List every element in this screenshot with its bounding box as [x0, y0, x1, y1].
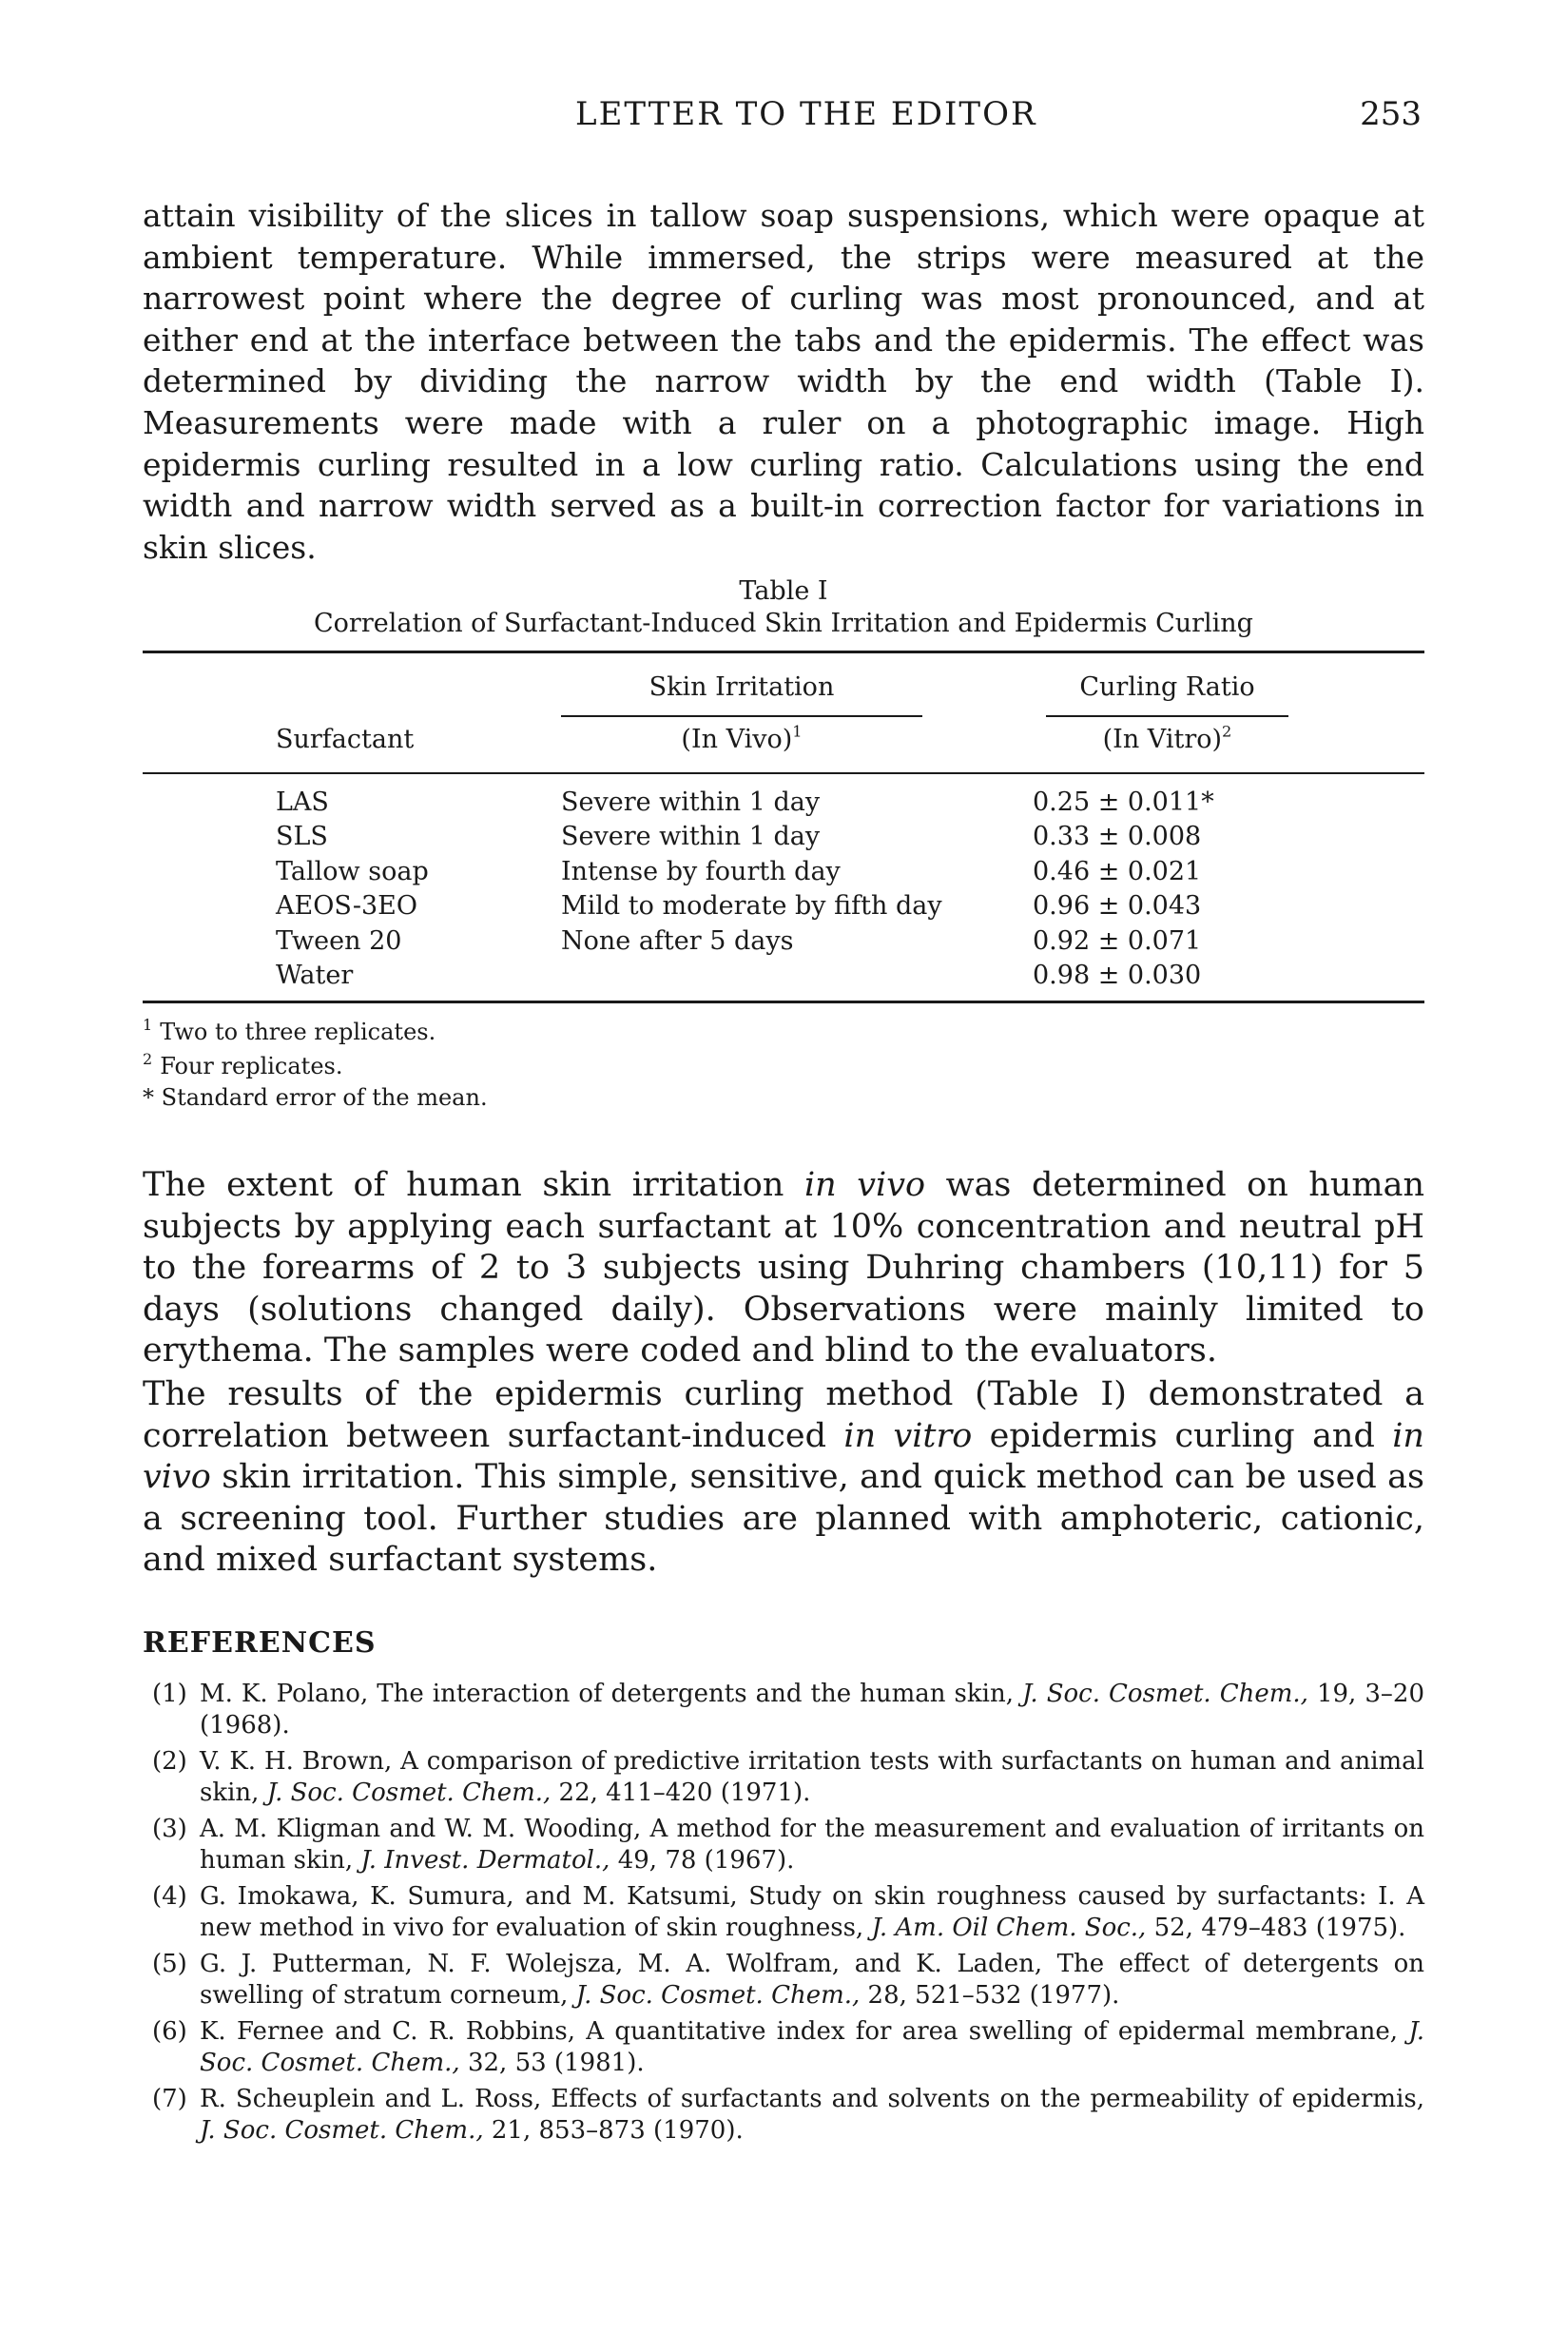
cell-surfactant: Tween 20: [276, 925, 402, 956]
table-row: [0, 891, 1568, 925]
reference-item: [143, 2084, 1424, 2147]
cell-irritation: None after 5 days: [561, 925, 794, 956]
reference-number: (4): [152, 1882, 187, 1911]
table-row: [0, 857, 1568, 891]
reference-item: [143, 1881, 1424, 1944]
body-paragraph-1: attain visibility of the slices in tallow soap suspensions, which were opaque at ambient temperature. While immersed, the strips were measured at the narrowest point where the degree of curling was most pronounced, and at either end at the interface between the tabs and the epidermis. The effect was determined by dividing the narrow width by the end width (Table I). Measurements were made with a ruler on a photographic image. High epidermis curling resulted in a low curling ratio. Calculations using the end width and narrow width served as a built-in correction factor for variations in skin slices.: [143, 197, 1424, 566]
running-head: [143, 95, 1422, 143]
header-subrule-irritation: [561, 715, 922, 717]
page-number: 253: [1360, 95, 1422, 133]
footnote-mark: 1: [143, 1016, 153, 1034]
reference-number: (6): [152, 2017, 187, 2046]
header-subrule-curling: [1046, 715, 1288, 717]
reference-item: [143, 1679, 1424, 1741]
footnote-text: Two to three replicates.: [160, 1019, 436, 1045]
cell-curling-ratio: 0.25 ± 0.011*: [1033, 787, 1214, 817]
table-footnote: [143, 1016, 436, 1045]
para-3-text: skin irritation. This simple, sensitive, and quick method can be used as a screening tool. Further studies are planned with amphoteric, cationic, and mixed surfactant systems.: [143, 1458, 1424, 1580]
reference-item: [143, 1746, 1424, 1809]
reference-text: 32, 53 (1981).: [459, 2049, 645, 2077]
cell-surfactant: AEOS-3EO: [276, 891, 417, 922]
table-row: [0, 822, 1568, 856]
para-2-italic: in vivo: [803, 1166, 926, 1204]
header-skin-irritation: Skin Irritation: [648, 672, 835, 702]
cell-surfactant: SLS: [276, 822, 328, 852]
header-in-vivo-text: (In Vivo): [681, 725, 793, 754]
reference-text: A. M. Kligman and W. M. Wooding, A method for the measurement and evaluation of irritants on human skin,: [200, 1815, 1424, 1875]
reference-text: V. K. H. Brown, A comparison of predictive irritation tests with surfactants on human and animal skin,: [200, 1747, 1424, 1807]
header-in-vitro-text: (In Vitro): [1102, 725, 1223, 754]
reference-journal: J. Soc. Cosmet. Chem.,: [575, 1981, 861, 2010]
reference-text: R. Scheuplein and L. Ross, Effects of surfactants and solvents on the permeability of epidermis,: [200, 2085, 1424, 2113]
reference-text: 19, 3–20 (1968).: [200, 1680, 1424, 1740]
cell-curling-ratio: 0.98 ± 0.030: [1033, 960, 1202, 990]
table-row: [0, 787, 1568, 822]
reference-text: 21, 853–873 (1970).: [483, 2116, 744, 2145]
para-3-italic: in vitro: [843, 1416, 973, 1455]
reference-text: 28, 521–532 (1977).: [860, 1981, 1120, 2010]
table-label: Table I: [739, 576, 828, 606]
para-3-text: The results of the epidermis curling method (Table I) demonstrated a correlation between surfactant-induced: [143, 1375, 1424, 1455]
reference-text: 22, 411–420 (1971).: [551, 1779, 811, 1807]
cell-curling-ratio: 0.46 ± 0.021: [1033, 856, 1202, 886]
cell-curling-ratio: 0.96 ± 0.043: [1033, 891, 1202, 922]
footnote-text: Four replicates.: [160, 1053, 343, 1079]
reference-item: [143, 2016, 1424, 2079]
references-heading: REFERENCES: [143, 1626, 377, 1660]
para-2-text: The extent of human skin irritation: [143, 1166, 804, 1204]
reference-number: (1): [152, 1680, 187, 1708]
cell-irritation: Mild to moderate by fifth day: [561, 891, 942, 922]
references-list: [143, 1679, 1424, 2151]
reference-journal: J. Invest. Dermatol.,: [360, 1846, 610, 1875]
reference-number: (7): [152, 2085, 187, 2113]
reference-text: G. Imokawa, K. Sumura, and M. Katsumi, Study on skin roughness caused by surfactants: I. A new method in vivo for evaluation of skin roughness,: [200, 1882, 1424, 1942]
cell-irritation: Severe within 1 day: [561, 787, 821, 817]
table-header-rule: [143, 772, 1424, 774]
header-surfactant: Surfactant: [276, 725, 415, 754]
body-paragraph-3: [143, 1374, 1424, 1582]
table-footnote: [143, 1050, 342, 1079]
table-row: [0, 961, 1568, 995]
header-in-vivo: [561, 722, 922, 754]
reference-text: G. J. Putterman, N. F. Wolejsza, M. A. Wolfram, and K. Laden, The effect of detergents on swelling of stratum corneum,: [200, 1950, 1424, 2010]
header-curling-ratio: Curling Ratio: [1079, 672, 1255, 702]
para-3-text: epidermis curling and: [972, 1416, 1393, 1455]
reference-text: 49, 78 (1967).: [610, 1846, 795, 1875]
footnote-text: Standard error of the mean.: [161, 1084, 488, 1111]
footnote-mark: *: [143, 1084, 154, 1111]
running-title: LETTER TO THE EDITOR: [575, 95, 1037, 133]
para-2-text: was determined on human subjects by applying each surfactant at 10% concentration and neutral pH to the forearms of 2 to 3 subjects using Duhring chambers (10,11) for 5 days (solutions changed daily). Observations were mainly limited to erythema. The samples were coded and blind to the evaluators.: [143, 1166, 1424, 1370]
reference-journal: J. Soc. Cosmet. Chem.,: [1022, 1680, 1308, 1708]
header-in-vivo-note: 1: [792, 722, 803, 741]
cell-curling-ratio: 0.33 ± 0.008: [1033, 822, 1202, 852]
footnote-mark: 2: [143, 1050, 153, 1068]
reference-number: (2): [152, 1747, 187, 1776]
reference-journal: J. Soc. Cosmet. Chem.,: [266, 1779, 552, 1807]
table-top-rule: [143, 651, 1424, 653]
table-row: [0, 926, 1568, 961]
reference-text: 52, 479–483 (1975).: [1146, 1914, 1406, 1942]
reference-number: (3): [152, 1815, 187, 1843]
reference-journal: J. Soc. Cosmet. Chem.,: [200, 2116, 484, 2145]
header-in-vitro: [1046, 722, 1288, 754]
cell-surfactant: Tallow soap: [276, 856, 429, 886]
table-body: [0, 787, 1568, 995]
para-3-italic: in vivo: [143, 1416, 1424, 1497]
cell-irritation: Intense by fourth day: [561, 856, 841, 886]
reference-text: M. K. Polano, The interaction of detergents and the human skin,: [200, 1680, 1022, 1708]
cell-surfactant: LAS: [276, 787, 329, 817]
body-paragraph-2: [143, 1165, 1424, 1372]
reference-item: [143, 1949, 1424, 2012]
reference-journal: J. Am. Oil Chem. Soc.,: [871, 1914, 1147, 1942]
reference-text: K. Fernee and C. R. Robbins, A quantitative index for area swelling of epidermal membrane,: [200, 2017, 1409, 2046]
cell-irritation: Severe within 1 day: [561, 822, 821, 852]
table-title: Correlation of Surfactant-Induced Skin Irritation and Epidermis Curling: [314, 609, 1253, 638]
table-bottom-rule: [143, 1001, 1424, 1003]
reference-item: [143, 1814, 1424, 1876]
cell-curling-ratio: 0.92 ± 0.071: [1033, 925, 1202, 956]
reference-number: (5): [152, 1950, 187, 1978]
reference-journal: J. Soc. Cosmet. Chem.,: [200, 2017, 1424, 2077]
header-in-vitro-note: 2: [1222, 722, 1232, 741]
cell-surfactant: Water: [276, 960, 354, 990]
table-footnote: [143, 1084, 488, 1111]
